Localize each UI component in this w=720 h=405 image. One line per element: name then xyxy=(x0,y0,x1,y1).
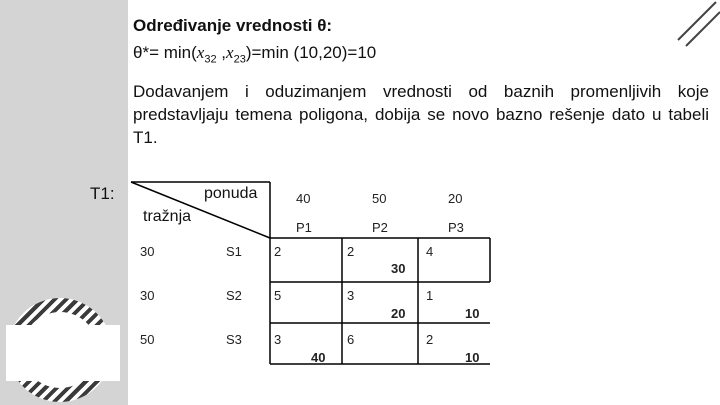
table-label: T1: xyxy=(90,184,115,203)
destination-label: P2 xyxy=(372,220,388,235)
source-label: S2 xyxy=(226,288,242,303)
allocation-value: 30 xyxy=(391,261,406,276)
x23-subscript: 23 xyxy=(233,53,246,66)
supply-header: ponuda xyxy=(204,185,258,202)
destination-label: P3 xyxy=(448,220,464,235)
cost-cell: 2 xyxy=(426,332,434,347)
section-heading: Određivanje vrednosti θ: xyxy=(133,16,333,35)
x32-var: x xyxy=(196,43,205,62)
allocation-value: 10 xyxy=(465,306,480,321)
allocation-value: 20 xyxy=(391,306,406,321)
allocation-value: 40 xyxy=(311,350,326,365)
cost-cell: 2 xyxy=(347,244,355,259)
source-label: S1 xyxy=(226,244,242,259)
formula-comma: , xyxy=(216,43,227,62)
explanation-paragraph: Dodavanjem i oduzimanjem vrednosti od baznih promenljivih koje predstavljaju temena poligona, dobija se novo bazno rešenje dato u tabeli T1. xyxy=(133,82,709,147)
formula-end: )=min (10,20)=10 xyxy=(245,43,377,62)
cost-cell: 6 xyxy=(347,332,355,347)
cost-cell: 1 xyxy=(426,288,434,303)
cost-cell: 4 xyxy=(426,244,434,259)
formula-start: θ*= min( xyxy=(133,43,197,62)
demand-header: tražnja xyxy=(143,208,192,225)
cost-cell: 5 xyxy=(274,288,282,303)
supply-value: 50 xyxy=(372,191,387,206)
destination-label: P1 xyxy=(296,220,312,235)
demand-value: 30 xyxy=(140,288,155,303)
cost-cell: 3 xyxy=(274,332,282,347)
x23-var: x xyxy=(226,43,234,62)
x32-subscript: 32 xyxy=(204,53,217,66)
supply-value: 40 xyxy=(296,191,311,206)
cost-cell: 2 xyxy=(274,244,282,259)
source-label: S3 xyxy=(226,332,242,347)
demand-value: 30 xyxy=(140,244,155,259)
demand-value: 50 xyxy=(140,332,155,347)
allocation-value: 10 xyxy=(465,350,480,365)
cost-cell: 3 xyxy=(347,288,355,303)
supply-value: 20 xyxy=(448,191,463,206)
